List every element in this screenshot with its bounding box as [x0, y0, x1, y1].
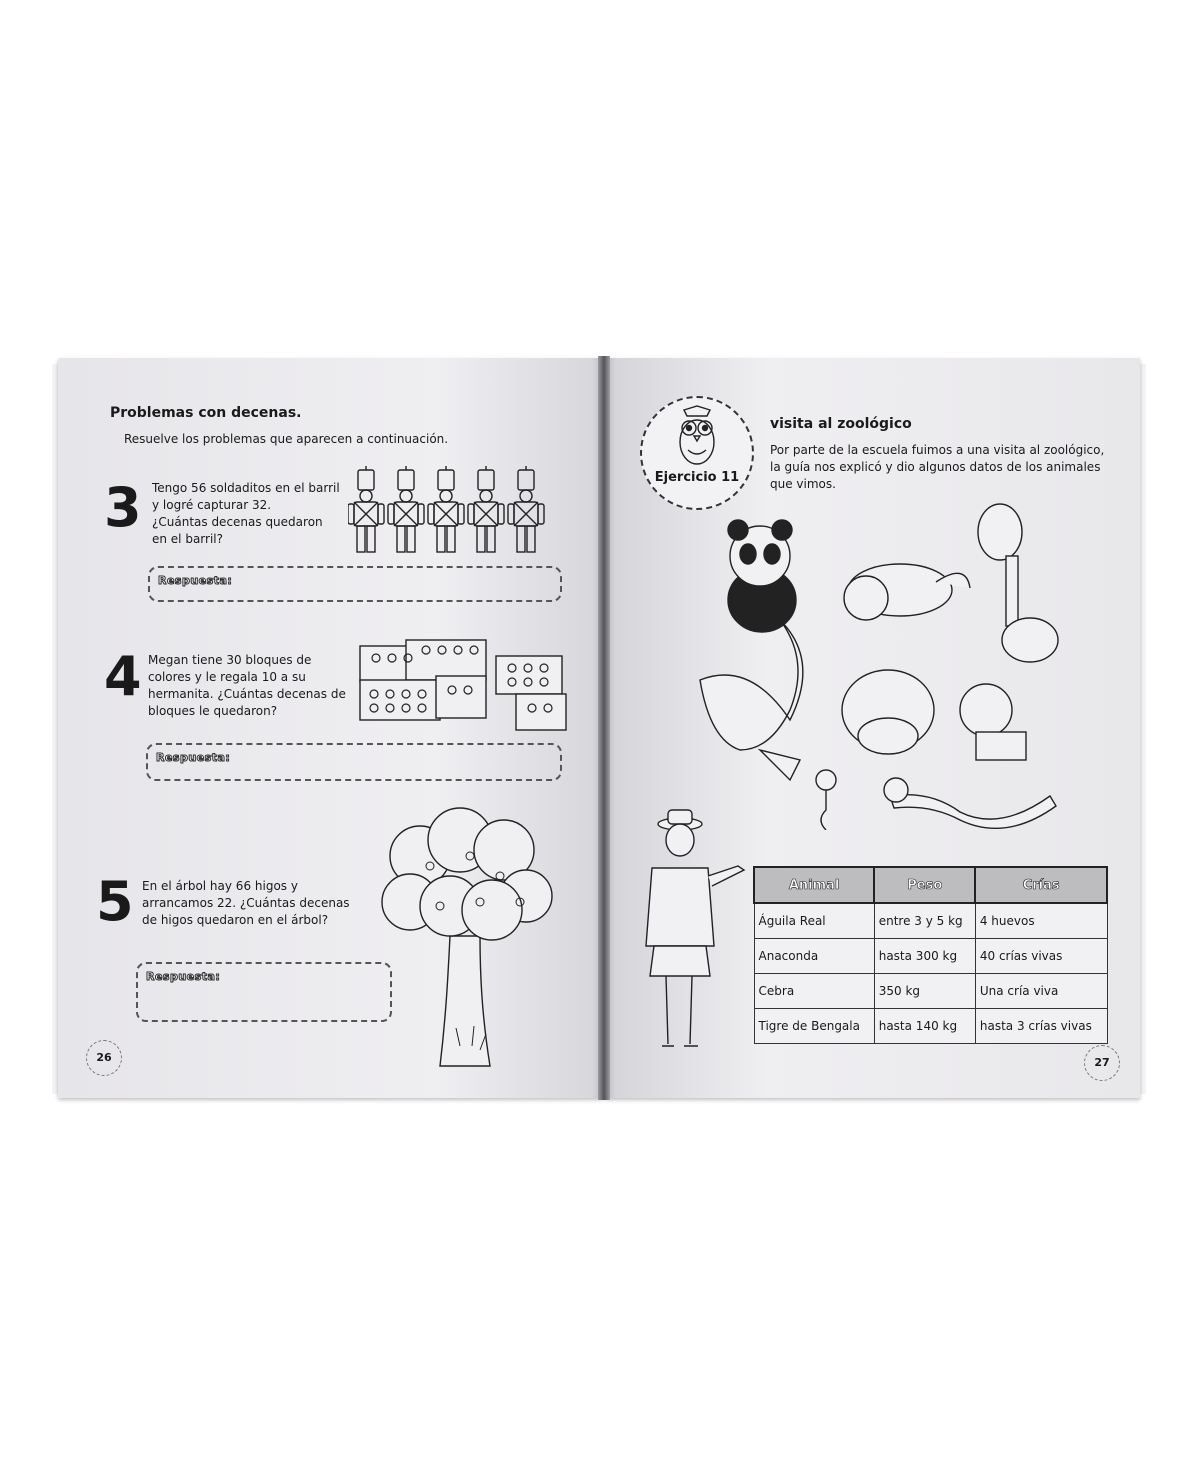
problem-3-line: ¿Cuántas decenas quedaron	[152, 515, 323, 529]
problem-3-answer-label: Respuesta:	[158, 574, 233, 587]
exercise-badge	[640, 396, 754, 510]
fig-tree-illustration	[380, 806, 556, 1076]
table-cell: entre 3 y 5 kg	[874, 903, 975, 939]
problem-4-line: Megan tiene 30 bloques de	[148, 653, 312, 667]
table-row	[754, 974, 1107, 1009]
problem-5-line: arrancamos 22. ¿Cuántas decenas	[142, 896, 350, 910]
problem-4-number: 4	[104, 645, 142, 708]
problem-4-text	[148, 652, 346, 720]
problem-3-text	[152, 480, 340, 548]
problem-3-line: y logré capturar 32.	[152, 498, 272, 512]
problem-4-line: bloques le quedaron?	[148, 704, 278, 718]
table-cell: Anaconda	[754, 939, 874, 974]
table-cell: Tigre de Bengala	[754, 1009, 874, 1044]
right-page-number: 27	[1084, 1045, 1120, 1081]
problem-4-line: colores y le regala 10 a su	[148, 670, 306, 684]
table-row	[754, 1009, 1107, 1044]
table-cell: hasta 3 crías vivas	[975, 1009, 1107, 1044]
table-row	[754, 903, 1107, 939]
table-header-row	[754, 867, 1107, 903]
table-header-crias: Crías	[975, 867, 1107, 903]
left-page-intro: Resuelve los problemas que aparecen a continuación.	[124, 432, 449, 446]
problem-3-answer-box[interactable]	[148, 566, 562, 602]
left-page-title: Problemas con decenas.	[110, 405, 302, 421]
exercise-label: Ejercicio 11	[654, 470, 740, 485]
toy-blocks-illustration	[356, 636, 570, 736]
table-cell: 40 crías vivas	[975, 939, 1107, 974]
problem-4-line: hermanita. ¿Cuántas decenas de	[148, 687, 346, 701]
table-cell: hasta 140 kg	[874, 1009, 975, 1044]
table-cell: hasta 300 kg	[874, 939, 975, 974]
book-spine	[598, 356, 610, 1100]
problem-5-answer-label: Respuesta:	[146, 970, 221, 983]
table-cell: Águila Real	[754, 903, 874, 939]
problem-4-answer-box[interactable]	[146, 743, 562, 781]
right-page-intro: Por parte de la escuela fuimos a una visita al zoológico, la guía nos explicó y dio algunos datos de los animales que vimos.	[770, 443, 1105, 491]
problem-5-line: En el árbol hay 66 higos y	[142, 879, 298, 893]
table-cell: 4 huevos	[975, 903, 1107, 939]
table-cell: Una cría viva	[975, 974, 1107, 1009]
owl-mascot-icon	[674, 404, 720, 468]
table-cell: 350 kg	[874, 974, 975, 1009]
table-header-animal: Animal	[754, 867, 874, 903]
table-cell: Cebra	[754, 974, 874, 1009]
zoo-animals-illustration	[680, 500, 1060, 830]
table-row	[754, 939, 1107, 974]
problem-5-text	[142, 878, 350, 929]
left-page-number: 26	[86, 1040, 122, 1076]
toy-soldiers-illustration	[348, 466, 558, 560]
problem-5-answer-box[interactable]	[136, 962, 392, 1022]
right-page-title: visita al zoológico	[770, 416, 912, 432]
problem-5-line: de higos quedaron en el árbol?	[142, 913, 329, 927]
zoo-guide-illustration	[640, 806, 750, 1066]
table-header-peso: Peso	[874, 867, 975, 903]
problem-3-line: en el barril?	[152, 532, 223, 546]
problem-4-answer-label: Respuesta:	[156, 751, 231, 764]
problem-3-line: Tengo 56 soldaditos en el barril	[152, 481, 340, 495]
problem-5-number: 5	[96, 870, 134, 933]
problem-3-number: 3	[104, 476, 142, 539]
zoo-animal-table	[753, 866, 1108, 1044]
